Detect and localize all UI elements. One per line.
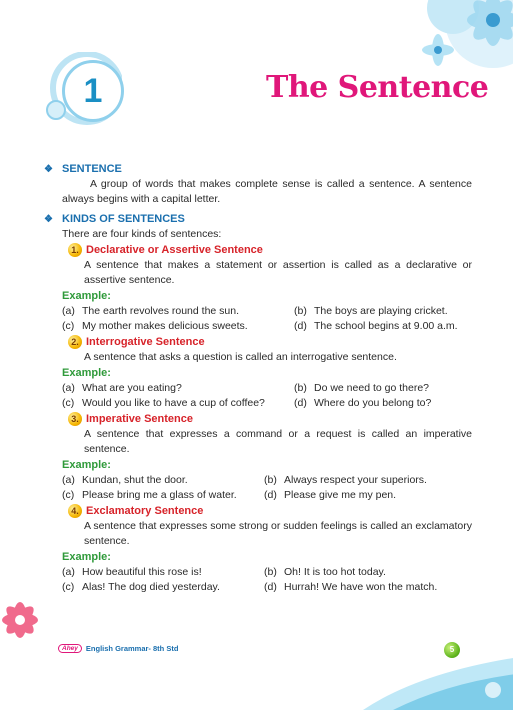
diamond-bullet-icon: ❖ [44, 214, 53, 225]
example-item: (b) Oh! It is too hot today. [264, 566, 386, 578]
number-ball-icon: 2. [68, 335, 82, 349]
page-number: 5 [444, 642, 460, 658]
flower-decoration [0, 590, 50, 660]
kind-heading: 4. Exclamatory Sentence [86, 504, 472, 519]
example-item: (a) Kundan, shut the door. [62, 474, 188, 486]
kind-description: A sentence that expresses a command or a request is called an imperative sentence. [84, 428, 472, 455]
example-label: Example: [62, 459, 111, 471]
example-item: (b) Always respect your superiors. [264, 474, 427, 486]
kind-heading: 2. Interrogative Sentence [86, 335, 472, 350]
example-item: (c) Please bring me a glass of water. [62, 489, 237, 501]
example-list [62, 304, 472, 334]
example-item: (d) Please give me my pen. [264, 489, 397, 501]
number-ball-icon: 3. [68, 412, 82, 426]
diamond-bullet-icon: ❖ [44, 164, 53, 175]
footer-book-title: Ahey English Grammar- 8th Std [58, 644, 178, 653]
example-item: (a) How beautiful this rose is! [62, 566, 202, 578]
kind-heading: 1. Declarative or Assertive Sentence [86, 243, 472, 258]
example-item: (d) Where do you belong to? [294, 397, 432, 409]
kinds-intro: There are four kinds of sentences: [62, 228, 222, 240]
section-heading-sentence: ❖ SENTENCE [44, 163, 122, 175]
example-list [62, 473, 472, 503]
section-heading-kinds: ❖ KINDS OF SENTENCES [44, 213, 185, 225]
chapter-content [44, 162, 472, 595]
kind-description: A sentence that expresses some strong or sudden feelings is called an exclamatory sentence. [84, 520, 472, 547]
example-item: (a) What are you eating? [62, 382, 182, 394]
kind-description: A sentence that makes a statement or assertion is called as a declarative or assertive sentence. [84, 259, 472, 286]
kind-heading: 3. Imperative Sentence [86, 412, 472, 427]
example-label: Example: [62, 367, 111, 379]
example-item: (b) Do we need to go there? [294, 382, 429, 394]
example-list [62, 381, 472, 411]
example-item: (d) The school begins at 9.00 a.m. [294, 320, 458, 332]
kind-description: A sentence that asks a question is called an interrogative sentence. [84, 351, 397, 363]
example-item: (c) My mother makes delicious sweets. [62, 320, 248, 332]
publisher-logo: Ahey [58, 644, 82, 653]
chapter-number: 1 [62, 60, 124, 122]
chapter-title: The Sentence [266, 70, 489, 105]
example-item: (b) The boys are playing cricket. [294, 305, 448, 317]
wave-decoration [363, 650, 513, 710]
example-list [62, 565, 472, 595]
example-item: (d) Hurrah! We have won the match. [264, 581, 438, 593]
example-item: (a) The earth revolves round the sun. [62, 305, 240, 317]
sentence-definition: A group of words that makes complete sense is called a sentence. A sentence always begins with a capital letter. [62, 178, 472, 205]
example-item: (c) Would you like to have a cup of coffee? [62, 397, 265, 409]
example-label: Example: [62, 551, 111, 563]
number-ball-icon: 1. [68, 243, 82, 257]
example-label: Example: [62, 290, 111, 302]
example-item: (c) Alas! The dog died yesterday. [62, 581, 220, 593]
number-ball-icon: 4. [68, 504, 82, 518]
